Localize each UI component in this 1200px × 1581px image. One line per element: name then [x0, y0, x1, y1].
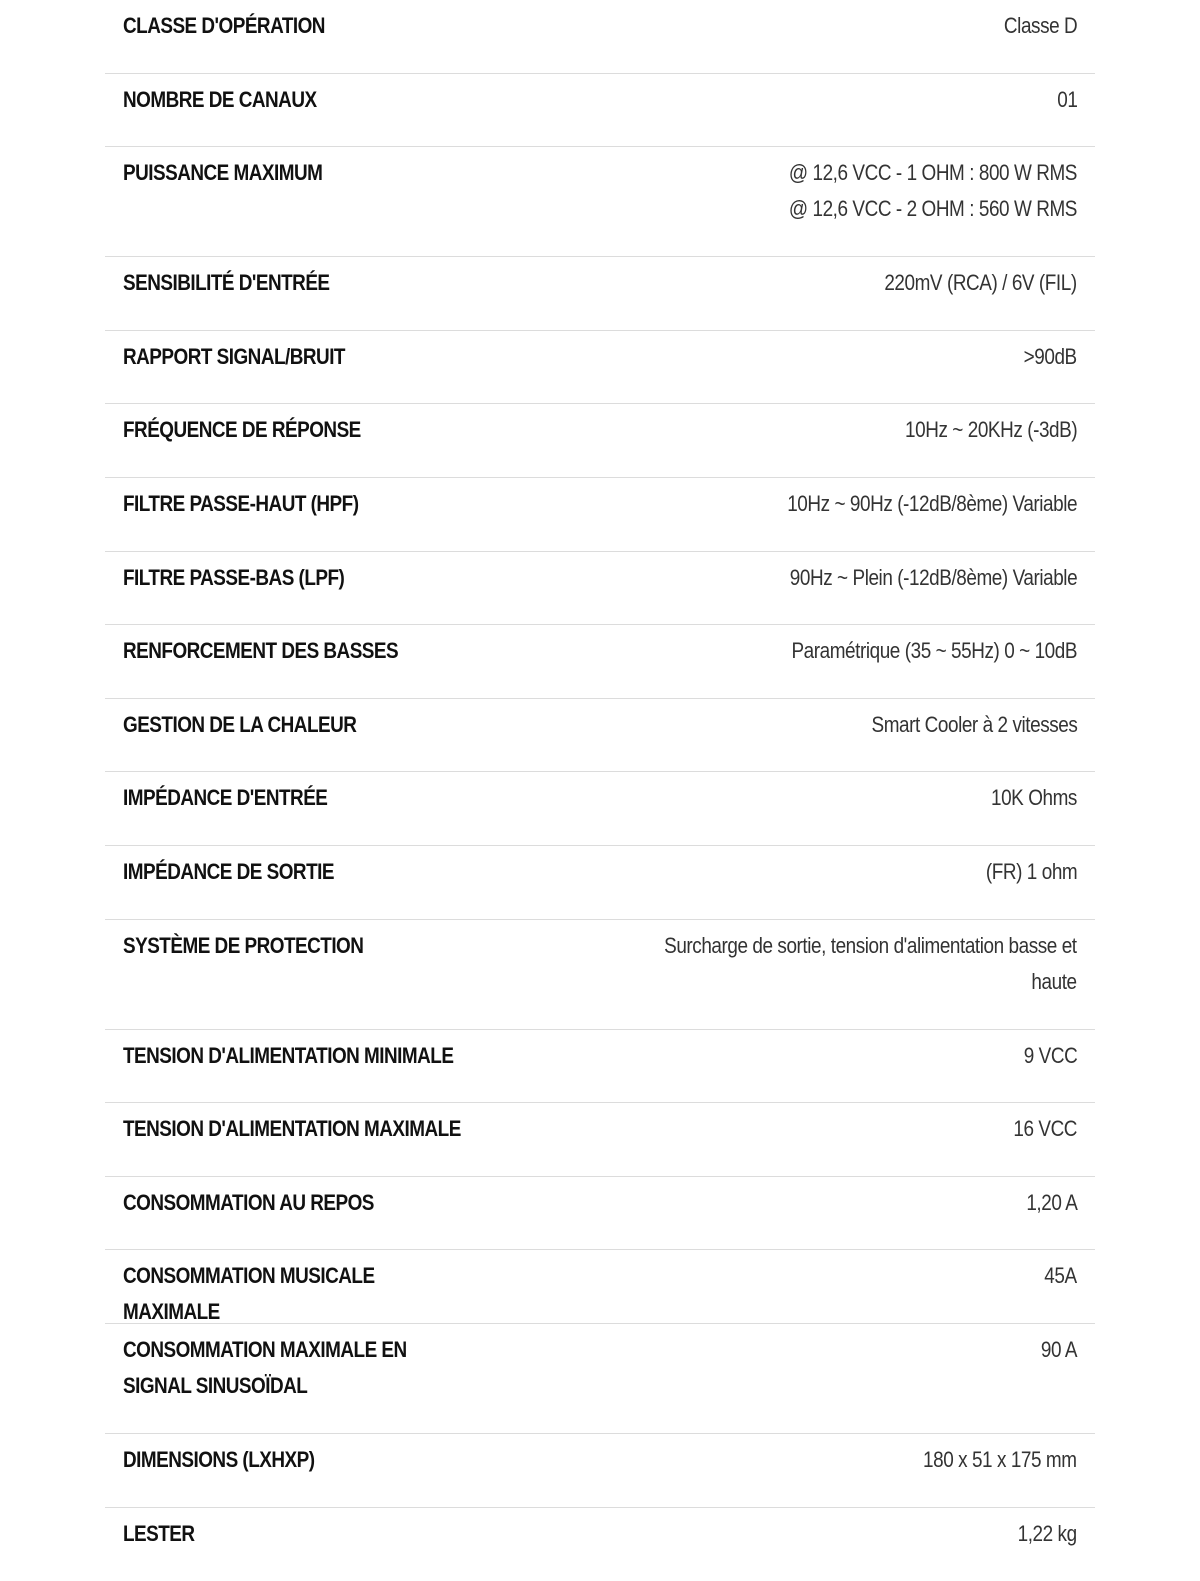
- spec-row-rapport-signal-bruit: [105, 331, 1095, 405]
- spec-value-line: 01: [1057, 82, 1077, 118]
- spec-label: RAPPORT SIGNAL/BRUIT: [123, 339, 467, 375]
- spec-value-line: haute: [665, 964, 1077, 1000]
- spec-label: CONSOMMATION MUSICALE MAXIMALE: [123, 1258, 467, 1330]
- spec-row-consommation-repos: [105, 1177, 1095, 1251]
- spec-value: [787, 486, 1077, 522]
- spec-value: [1041, 1332, 1077, 1368]
- spec-value-line: Classe D: [1004, 8, 1077, 44]
- spec-row-gestion-chaleur: [105, 699, 1095, 773]
- spec-label: FRÉQUENCE DE RÉPONSE: [123, 412, 467, 448]
- spec-row-impedance-entree: [105, 772, 1095, 846]
- spec-label: SENSIBILITÉ D'ENTRÉE: [123, 265, 467, 301]
- spec-label: FILTRE PASSE-BAS (LPF): [123, 560, 467, 596]
- spec-label: FILTRE PASSE-HAUT (HPF): [123, 486, 467, 522]
- spec-row-classe-operation: [105, 0, 1095, 74]
- spec-label: IMPÉDANCE D'ENTRÉE: [123, 780, 467, 816]
- spec-value: [1013, 1111, 1077, 1147]
- spec-label: TENSION D'ALIMENTATION MINIMALE: [123, 1038, 467, 1074]
- spec-row-puissance-maximum: [105, 147, 1095, 257]
- spec-value: [789, 155, 1077, 227]
- spec-row-lester: [105, 1508, 1095, 1581]
- spec-label: TENSION D'ALIMENTATION MAXIMALE: [123, 1111, 467, 1147]
- spec-value-line: 1,20 A: [1026, 1185, 1077, 1221]
- spec-value-line: @ 12,6 VCC - 2 OHM : 560 W RMS: [789, 191, 1077, 227]
- spec-value-line: 45A: [1045, 1258, 1077, 1294]
- spec-value: [986, 854, 1077, 890]
- spec-label: DIMENSIONS (LXHXP): [123, 1442, 467, 1478]
- spec-label: CONSOMMATION AU REPOS: [123, 1185, 467, 1221]
- spec-value-line: 1,22 kg: [1018, 1516, 1077, 1552]
- spec-value-line: Smart Cooler à 2 vitesses: [871, 707, 1077, 743]
- spec-value: [991, 780, 1077, 816]
- spec-value: [871, 707, 1077, 743]
- spec-value: [1045, 1258, 1077, 1294]
- spec-value-line: 90 A: [1041, 1332, 1077, 1368]
- spec-value-line: 10Hz ~ 20KHz (-3dB): [905, 412, 1077, 448]
- spec-label: CLASSE D'OPÉRATION: [123, 8, 467, 44]
- spec-row-filtre-passe-bas: [105, 552, 1095, 626]
- spec-value-line: Surcharge de sortie, tension d'alimentation basse et: [665, 928, 1077, 964]
- spec-row-tension-minimale: [105, 1030, 1095, 1104]
- spec-value-line: Paramétrique (35 ~ 55Hz) 0 ~ 10dB: [791, 633, 1077, 669]
- spec-value: [1026, 1185, 1077, 1221]
- spec-value: [1023, 1038, 1077, 1074]
- spec-row-frequence-reponse: [105, 404, 1095, 478]
- spec-row-systeme-protection: [105, 920, 1095, 1030]
- spec-row-dimensions: [105, 1434, 1095, 1508]
- spec-label: IMPÉDANCE DE SORTIE: [123, 854, 467, 890]
- spec-row-renforcement-basses: [105, 625, 1095, 699]
- spec-row-tension-maximale: [105, 1103, 1095, 1177]
- spec-row-nombre-canaux: [105, 74, 1095, 148]
- spec-value: [1018, 1516, 1077, 1552]
- spec-value-line: 90Hz ~ Plein (-12dB/8ème) Variable: [790, 560, 1077, 596]
- spec-value: [790, 560, 1077, 596]
- spec-value-line: 16 VCC: [1013, 1111, 1077, 1147]
- spec-value: [905, 412, 1077, 448]
- spec-value-line: 10K Ohms: [991, 780, 1077, 816]
- spec-value-line: @ 12,6 VCC - 1 OHM : 800 W RMS: [789, 155, 1077, 191]
- spec-label: PUISSANCE MAXIMUM: [123, 155, 467, 191]
- spec-label: NOMBRE DE CANAUX: [123, 82, 467, 118]
- spec-value-line: 180 x 51 x 175 mm: [923, 1442, 1077, 1478]
- spec-table: [105, 0, 1095, 1581]
- spec-value: [885, 265, 1077, 301]
- spec-value: [791, 633, 1077, 669]
- spec-label: RENFORCEMENT DES BASSES: [123, 633, 467, 669]
- spec-label: GESTION DE LA CHALEUR: [123, 707, 467, 743]
- spec-value-line: >90dB: [1024, 339, 1077, 375]
- spec-value-line: 220mV (RCA) / 6V (FIL): [885, 265, 1077, 301]
- spec-label: SYSTÈME DE PROTECTION: [123, 928, 467, 964]
- spec-row-consommation-sinusoidal: [105, 1324, 1095, 1434]
- spec-value: [923, 1442, 1077, 1478]
- spec-row-impedance-sortie: [105, 846, 1095, 920]
- spec-value: [665, 928, 1077, 1000]
- spec-value-line: 9 VCC: [1023, 1038, 1077, 1074]
- spec-value-line: 10Hz ~ 90Hz (-12dB/8ème) Variable: [787, 486, 1077, 522]
- spec-row-sensibilite-entree: [105, 257, 1095, 331]
- spec-row-filtre-passe-haut: [105, 478, 1095, 552]
- spec-value: [1024, 339, 1077, 375]
- spec-value-line: (FR) 1 ohm: [986, 854, 1077, 890]
- spec-label: LESTER: [123, 1516, 467, 1552]
- spec-row-consommation-musicale: [105, 1250, 1095, 1324]
- spec-value: [1057, 82, 1077, 118]
- spec-label: CONSOMMATION MAXIMALE EN SIGNAL SINUSOÏDAL: [123, 1332, 467, 1404]
- spec-value: [1004, 8, 1077, 44]
